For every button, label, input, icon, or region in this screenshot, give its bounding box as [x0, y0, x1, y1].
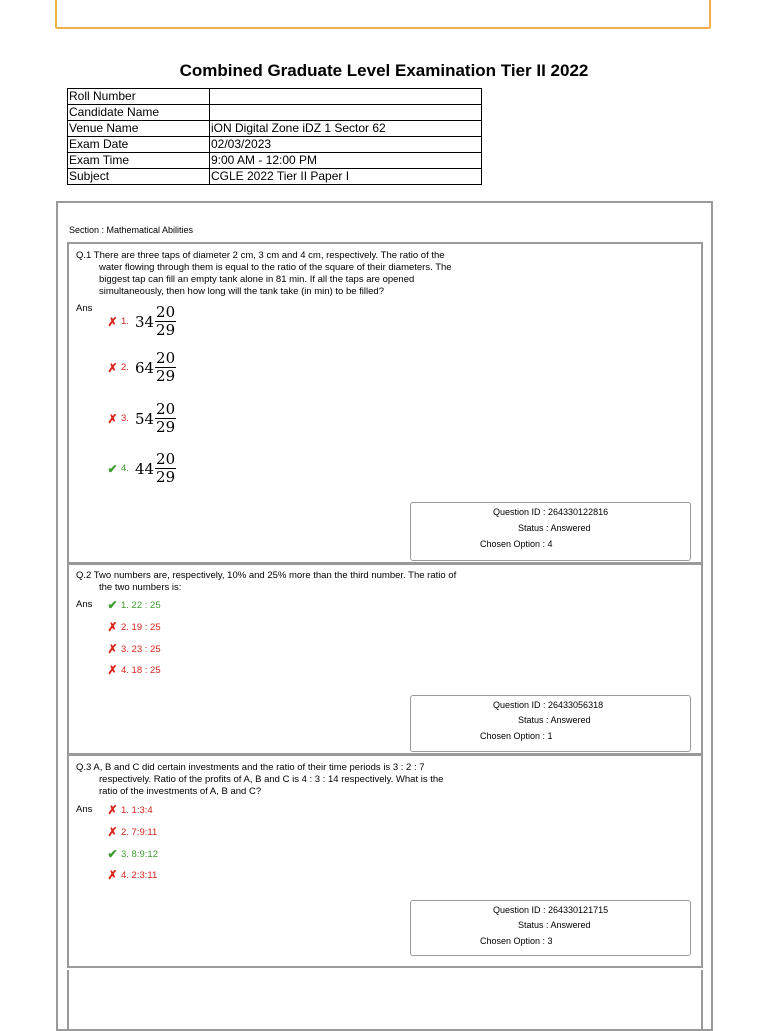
option-text: 3. 23 : 25 [121, 643, 161, 655]
fraction-denominator: 29 [156, 367, 176, 385]
question-line: simultaneously, then how long will the tank take (in min) to be filled? [99, 286, 384, 297]
cross-icon: ✗ [107, 825, 118, 839]
option-text: 3. 8:9:12 [121, 848, 158, 860]
fraction-whole: 34 [134, 312, 155, 331]
info-label: Candidate Name [68, 105, 210, 121]
question-meta-box [410, 900, 691, 956]
page-title: Combined Graduate Level Examination Tier II 2022 [179, 61, 589, 80]
cross-icon: ✗ [107, 314, 118, 329]
mixed-fraction [135, 304, 176, 339]
chosen-option: Chosen Option : 1 [480, 731, 553, 741]
option-text: 1. 1:3:4 [121, 804, 153, 816]
info-label: Exam Time [68, 153, 210, 169]
option-number: 2. [121, 362, 129, 373]
section-title: Section : Mathematical Abilities [69, 225, 194, 235]
option-2 [107, 620, 161, 634]
question-status: Status : Answered [518, 523, 591, 533]
info-value [210, 105, 482, 121]
fraction-denominator: 29 [156, 418, 176, 436]
info-label: Roll Number [68, 89, 210, 105]
option-4 [107, 451, 176, 486]
mixed-fraction [135, 350, 176, 385]
option-2 [107, 825, 157, 839]
check-icon: ✔ [107, 847, 118, 861]
cross-icon: ✗ [107, 803, 118, 817]
fraction-denominator: 29 [156, 321, 176, 339]
info-row [68, 153, 482, 169]
question-text [76, 250, 516, 298]
question-line: Q.3 A, B and C did certain investments and the ratio of their time periods is 3 : 2 : 7 [76, 762, 425, 773]
option-number: 1. [121, 316, 129, 327]
cross-icon: ✗ [107, 663, 118, 677]
info-value: 02/03/2023 [210, 137, 482, 153]
cross-icon: ✗ [107, 620, 118, 634]
check-icon: ✔ [107, 461, 118, 476]
option-3 [107, 642, 161, 656]
info-row [68, 169, 482, 185]
top-banner [55, 0, 711, 29]
option-text: 2. 19 : 25 [121, 621, 161, 633]
option-text: 1. 22 : 25 [121, 599, 161, 611]
fraction-whole: 54 [134, 409, 155, 428]
fraction-numerator: 20 [156, 303, 176, 321]
fraction-numerator: 20 [156, 349, 176, 367]
chosen-option: Chosen Option : 4 [480, 539, 553, 549]
info-value: 9:00 AM - 12:00 PM [210, 153, 482, 169]
info-label: Exam Date [68, 137, 210, 153]
option-text: 4. 2:3:11 [121, 869, 158, 881]
option-2 [107, 350, 176, 385]
check-icon: ✔ [107, 598, 118, 612]
fraction-denominator: 29 [156, 468, 176, 486]
question-id: Question ID : 26433056318 [493, 700, 604, 710]
info-value: iON Digital Zone iDZ 1 Sector 62 [210, 121, 482, 137]
mixed-fraction [135, 451, 176, 486]
option-1 [107, 803, 153, 817]
cross-icon: ✗ [107, 868, 118, 882]
info-row [68, 105, 482, 121]
info-row [68, 121, 482, 137]
info-row [68, 89, 482, 105]
mixed-fraction [135, 401, 176, 436]
question-text [76, 570, 516, 594]
question-line: biggest tap can fill an empty tank alone in 81 min. If all the taps are opened [99, 274, 415, 285]
question-id: Question ID : 264330121715 [493, 905, 609, 915]
option-text: 2. 7:9:11 [121, 826, 158, 838]
question-meta-box [410, 502, 691, 561]
fraction-numerator: 20 [156, 450, 176, 468]
question-meta-box [410, 695, 691, 752]
answer-label: Ans [76, 303, 93, 314]
cross-icon: ✗ [107, 360, 118, 375]
frame-edge-left [67, 970, 69, 1030]
question-status: Status : Answered [518, 920, 591, 930]
chosen-option: Chosen Option : 3 [480, 936, 553, 946]
question-line: Q.2 Two numbers are, respectively, 10% and 25% more than the third number. The ratio of [76, 570, 457, 581]
option-text: 4. 18 : 25 [121, 664, 161, 676]
answer-label: Ans [76, 599, 93, 610]
question-line: Q.1 There are three taps of diameter 2 cm, 3 cm and 4 cm, respectively. The ratio of the [76, 250, 445, 261]
option-1 [107, 304, 176, 339]
question-line: the two numbers is: [99, 582, 182, 593]
option-1 [107, 598, 161, 612]
question-id: Question ID : 264330122816 [493, 507, 609, 517]
question-status: Status : Answered [518, 715, 591, 725]
option-3 [107, 401, 176, 436]
option-number: 3. [121, 413, 129, 424]
info-value [210, 89, 482, 105]
info-row [68, 137, 482, 153]
question-line: ratio of the investments of A, B and C? [99, 786, 262, 797]
option-4 [107, 868, 157, 882]
frame-edge-right [701, 970, 703, 1030]
cross-icon: ✗ [107, 411, 118, 426]
cross-icon: ✗ [107, 642, 118, 656]
question-text [76, 762, 516, 798]
option-3 [107, 847, 158, 861]
option-4 [107, 663, 161, 677]
option-number: 4. [121, 463, 129, 474]
candidate-info-table [67, 88, 482, 185]
answer-label: Ans [76, 804, 93, 815]
info-label: Venue Name [68, 121, 210, 137]
question-line: respectively. Ratio of the profits of A, B and C is 4 : 3 : 14 respectively. What is the [99, 774, 444, 785]
info-label: Subject [68, 169, 210, 185]
fraction-numerator: 20 [156, 400, 176, 418]
info-value: CGLE 2022 Tier II Paper I [210, 169, 482, 185]
fraction-whole: 64 [134, 358, 155, 377]
fraction-whole: 44 [134, 459, 155, 478]
question-line: water flowing through them is equal to the ratio of the square of their diameters. The [99, 262, 452, 273]
